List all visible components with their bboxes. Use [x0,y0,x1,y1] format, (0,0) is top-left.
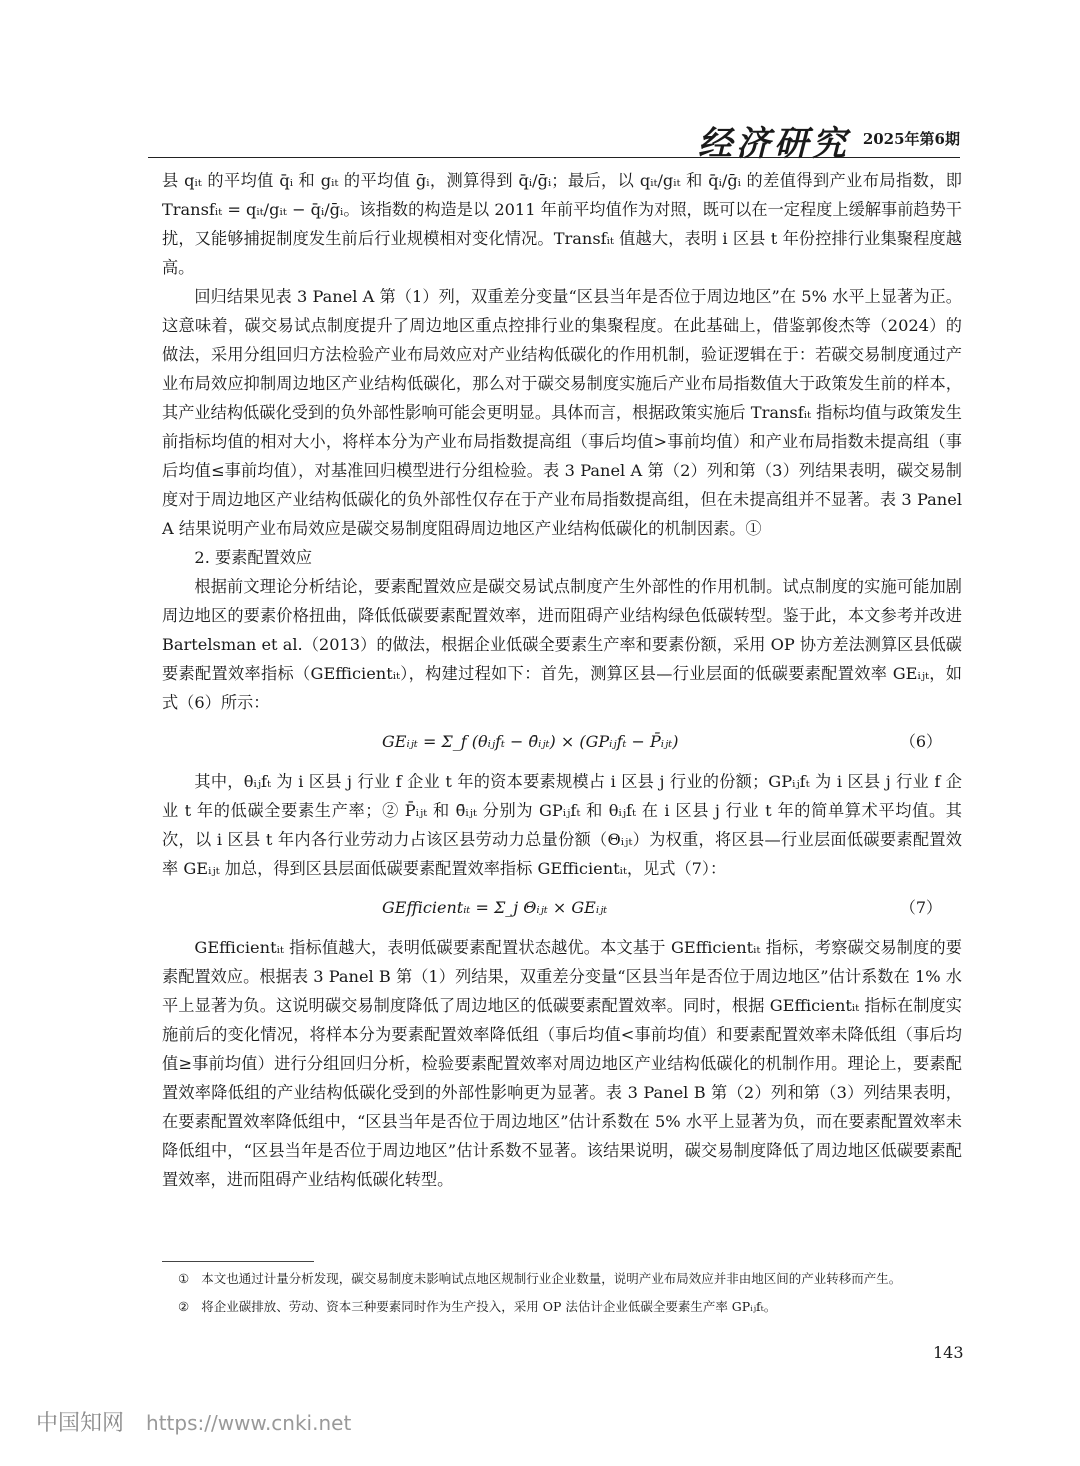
footnote-2 [178,1296,968,1318]
watermark-brand: 中国知网 [36,1411,125,1436]
footnote-1-mark: ① [178,1271,190,1286]
equation-7-formula: GEfficientᵢₜ = Σ_j Θᵢⱼₜ × GEᵢⱼₜ [382,898,608,917]
journal-title: 经济研究 [698,124,850,164]
watermark [36,1406,351,1437]
header-rule [148,157,960,158]
footnote-2-mark: ② [178,1299,190,1314]
equation-7-number: （7） [899,898,942,917]
footnote-1 [178,1268,968,1290]
footnotes [178,1268,968,1324]
page-number: 143 [933,1343,964,1362]
paragraph-5: GEfficientᵢₜ 指标值越大，表明低碳要素配置状态越优。本文基于 GEfficientᵢₜ 指标，考察碳交易制度的要素配置效应。根据表 3 Panel B 第（1）列结果，双重差分变量“区县当年是否位于周边地区”估计系数在 1% 水平上显著为负。这说明碳交易制度降低了周边地区的低碳要素配置效率。同时，根据 GEfficientᵢₜ 指标在制度实施前后的变化情况，将样本分为要素配置效率降低组（事后均值<事前均值）和要素配置效率未降低组（事后均值≥事前均值）进行分组回归分析，检验要素配置效率对周边地区产业结构低碳化的机制作用。理论上，要素配置效率降低组的产业结构低碳化受到的外部性影响更为显著。表 3 Panel B 第（2）列和第（3）列结果表明，在要素配置效率降低组中，“区县当年是否位于周边地区”估计系数在 5% 水平上显著为负，而在要素配置效率未降低组中，“区县当年是否位于周边地区”估计系数不显著。该结果说明，碳交易制度降低了周边地区低碳要素配置效率，进而阻碍产业结构低碳化转型。 [162,938,962,1189]
paragraph-3: 根据前文理论分析结论，要素配置效应是碳交易试点制度产生外部性的作用机制。试点制度的实施可能加剧周边地区的要素价格扭曲，降低低碳要素配置效率，进而阻碍产业结构绿色低碳转型。鉴于此，本文参考并改进 Bartelsman et al.（2013）的做法，根据企业低碳全要素生产率和要素份额，采用 OP 协方差法测算区县低碳要素配置效率指标（GEfficientᵢₜ），构建过程如下：首先，测算区县—行业层面的低碳要素配置效率 GEᵢⱼₜ，如式（6）所示： [162,577,962,712]
equation-7 [162,883,962,933]
issue-label: 2025年第6期 [862,130,960,148]
paragraph-1: 县 qᵢₜ 的平均值 q̄ᵢ 和 gᵢₜ 的平均值 ḡᵢ，测算得到 q̄ᵢ/ḡᵢ；最后，以 qᵢₜ/gᵢₜ 和 q̄ᵢ/ḡᵢ 的差值得到产业布局指数，即 Transfᵢₜ = qᵢₜ/gᵢₜ − q̄ᵢ/ḡᵢ。该指数的构造是以 2011 年前平均值作为对照，既可以在一定程度上缓解事前趋势干扰，又能够捕捉制度发生前后行业规模相对变化情况。Transfᵢₜ 值越大，表明 i 区县 t 年份控排行业集聚程度越高。 [162,171,962,277]
article-body [162,166,962,1194]
footnote-1-text: 本文也通过计量分析发现，碳交易制度未影响试点地区规制行业企业数量，说明产业布局效应并非由地区间的产业转移而产生。 [201,1271,902,1286]
page-header [148,120,960,164]
paragraph-2: 回归结果见表 3 Panel A 第（1）列，双重差分变量“区县当年是否位于周边地区”在 5% 水平上显著为正。这意味着，碳交易试点制度提升了周边地区重点控排行业的集聚程度。在此基础上，借鉴郭俊杰等（2024）的做法，采用分组回归方法检验产业布局效应对产业结构低碳化的作用机制，验证逻辑在于：若碳交易制度通过产业布局效应抑制周边地区产业结构低碳化，那么对于碳交易制度实施后产业布局指数值大于政策发生前的样本，其产业结构低碳化受到的负外部性影响可能会更明显。具体而言，根据政策实施后 Transfᵢₜ 指标均值与政策发生前指标均值的相对大小，将样本分为产业布局指数提高组（事后均值>事前均值）和产业布局指数未提高组（事后均值≤事前均值），对基准回归模型进行分组检验。表 3 Panel A 第（2）列和第（3）列结果表明，碳交易制度对于周边地区产业结构低碳化的负外部性仅存在于产业布局指数提高组，但在未提高组并不显著。表 3 Panel A 结果说明产业布局效应是碳交易制度阻碍周边地区产业结构低碳化的机制因素。① [162,287,962,538]
equation-6-number: （6） [899,732,942,751]
watermark-url[interactable]: https://www.cnki.net [146,1411,352,1435]
equation-6-formula: GEᵢⱼₜ = Σ_f (θᵢⱼfₜ − θ̄ᵢⱼₜ) × (GPᵢⱼfₜ − P̄ᵢⱼₜ) [382,732,679,751]
paragraph-4: 其中，θᵢⱼfₜ 为 i 区县 j 行业 f 企业 t 年的资本要素规模占 i 区县 j 行业的份额；GPᵢⱼfₜ 为 i 区县 j 行业 f 企业 t 年的低碳全要素生产率；② P̄ᵢⱼₜ 和 θ̄ᵢⱼₜ 分别为 GPᵢⱼfₜ 和 θᵢⱼfₜ 在 i 区县 j 行业 t 年的简单算术平均值。其次，以 i 区县 t 年内各行业劳动力占该区县劳动力总量份额（Θᵢⱼₜ）为权重，将区县—行业层面低碳要素配置效率 GEᵢⱼₜ 加总，得到区县层面低碳要素配置效率指标 GEfficientᵢₜ，见式（7）： [162,772,962,878]
section-heading: 2. 要素配置效应 [194,548,313,567]
footnote-2-text: 将企业碳排放、劳动、资本三种要素同时作为生产投入，采用 OP 法估计企业低碳全要素生产率 GPᵢⱼfₜ。 [201,1299,777,1314]
equation-6 [162,717,962,767]
footnote-rule [162,1261,314,1262]
